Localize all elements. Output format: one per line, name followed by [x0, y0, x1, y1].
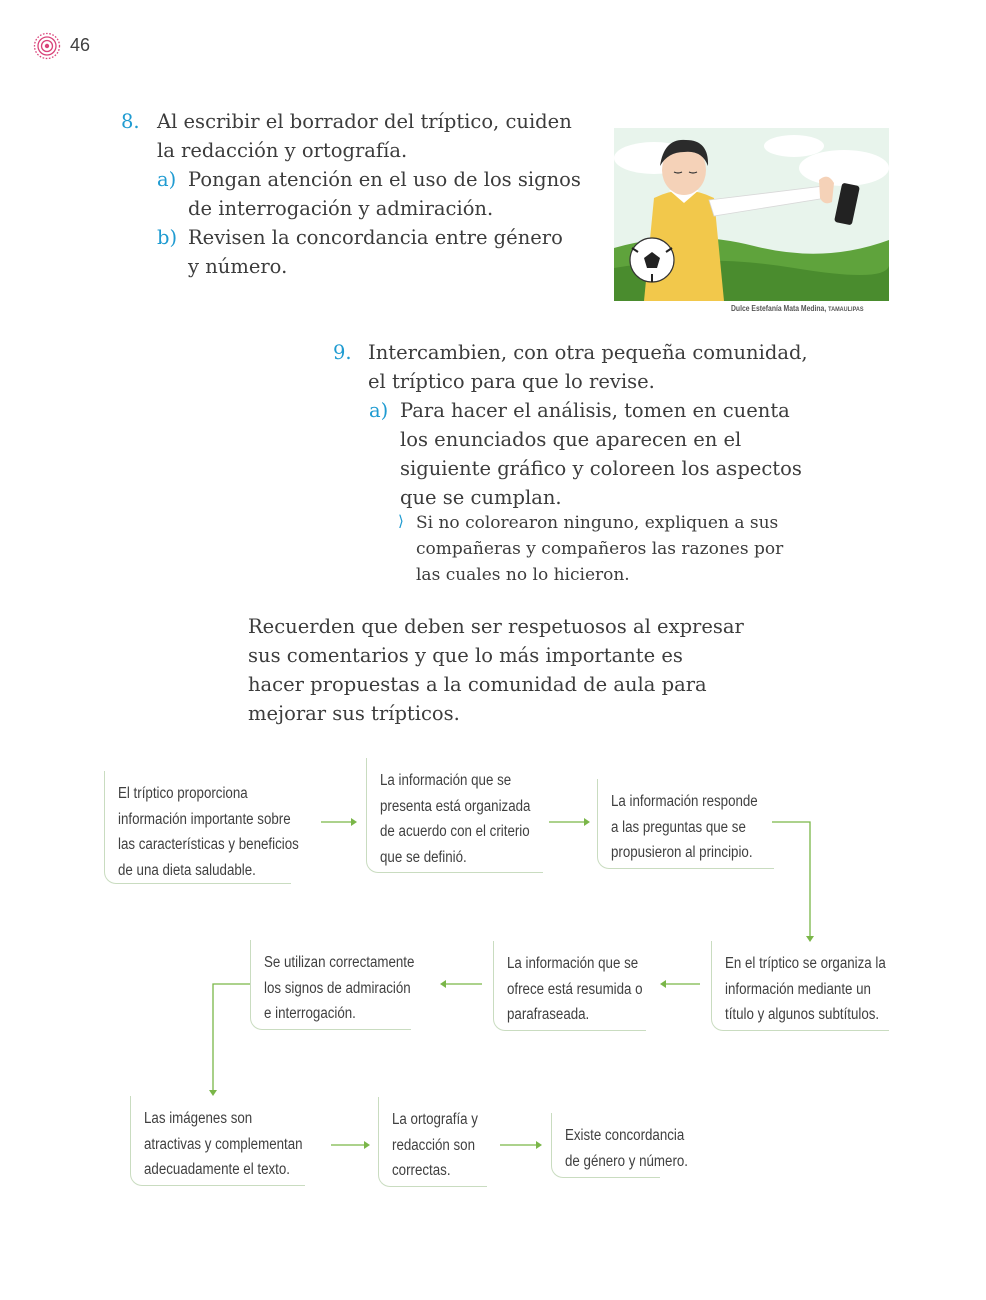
- step-8b-label: b): [157, 226, 178, 249]
- step-8a-line1: Pongan atención en el uso de los signos: [188, 168, 581, 191]
- reminder-line4: mejorar sus trípticos.: [248, 702, 460, 725]
- flow-box-9-text: Existe concordancia de género y número.: [565, 1127, 689, 1170]
- flow-box-1: [104, 771, 299, 884]
- flow-box-4: [711, 941, 889, 1031]
- flow-box-5-text: La información que se ofrece está resumida o parafraseada.: [507, 955, 643, 1023]
- step-9-line2: el tríptico para que lo revise.: [368, 370, 655, 393]
- flow-box-2: [366, 758, 543, 873]
- flow-box-7: [130, 1096, 305, 1186]
- step-8a-line2: de interrogación y admiración.: [188, 197, 494, 220]
- step-8-number: 8.: [121, 110, 140, 133]
- step-9a-line4: que se cumplan.: [400, 486, 562, 509]
- step-8b-line1: Revisen la concordancia entre género: [188, 226, 563, 249]
- step-8a-label: a): [157, 168, 177, 191]
- reminder-line2: sus comentarios y que lo más importante es: [248, 644, 683, 667]
- step-9a-line3: siguiente gráfico y coloreen los aspectos: [400, 457, 802, 480]
- step-9a-label: a): [369, 399, 389, 422]
- step-9b-line1: Si no colorearon ninguno, expliquen a sus: [416, 513, 779, 533]
- credit-state: TAMAULIPAS: [828, 306, 864, 313]
- flow-box-4-text: En el tríptico se organiza la información mediante un título y algunos subtítulos.: [725, 955, 886, 1023]
- step-8-line2: la redacción y ortografía.: [157, 139, 408, 162]
- flow-box-2-text: La información que se presenta está organizada de acuerdo con el criterio que se definió.: [380, 772, 531, 866]
- flow-box-9: [551, 1113, 689, 1178]
- flow-box-8-text: La ortografía y redacción son correctas.: [392, 1111, 478, 1179]
- page-number: 46: [70, 35, 91, 55]
- bullet-chevron-icon: ⟩: [398, 512, 404, 530]
- step-9b-line2: compañeras y compañeros las razones por: [416, 539, 784, 559]
- credit-name: Dulce Estefanía Mata Medina,: [731, 304, 827, 313]
- step-9b-line3: las cuales no lo hicieron.: [416, 565, 630, 585]
- flow-box-6: [250, 940, 415, 1030]
- step-8b-line2: y número.: [188, 255, 288, 278]
- step-9a-line2: los enunciados que aparecen en el: [400, 428, 742, 451]
- flow-box-3-text: La información responde a las preguntas que se propusieron al principio.: [611, 793, 758, 861]
- step-9-number: 9.: [333, 341, 352, 364]
- flow-box-8: [378, 1097, 487, 1187]
- flow-box-3: [597, 779, 774, 869]
- step-9a-line1: Para hacer el análisis, tomen en cuenta: [400, 399, 790, 422]
- flow-box-5: [493, 941, 646, 1031]
- step-8-line1: Al escribir el borrador del tríptico, cuiden: [157, 110, 572, 133]
- flow-box-7-text: Las imágenes son atractivas y complementan adecuadamente el texto.: [144, 1110, 303, 1178]
- reminder-line1: Recuerden que deben ser respetuosos al expresar: [248, 615, 744, 638]
- reminder-line3: hacer propuestas a la comunidad de aula para: [248, 673, 707, 696]
- flow-box-1-text: El tríptico proporciona información importante sobre las características y beneficios de una dieta saludable.: [118, 785, 299, 879]
- step-9-line1: Intercambien, con otra pequeña comunidad,: [368, 341, 808, 364]
- flow-box-6-text: Se utilizan correctamente los signos de admiración e interrogación.: [264, 954, 415, 1022]
